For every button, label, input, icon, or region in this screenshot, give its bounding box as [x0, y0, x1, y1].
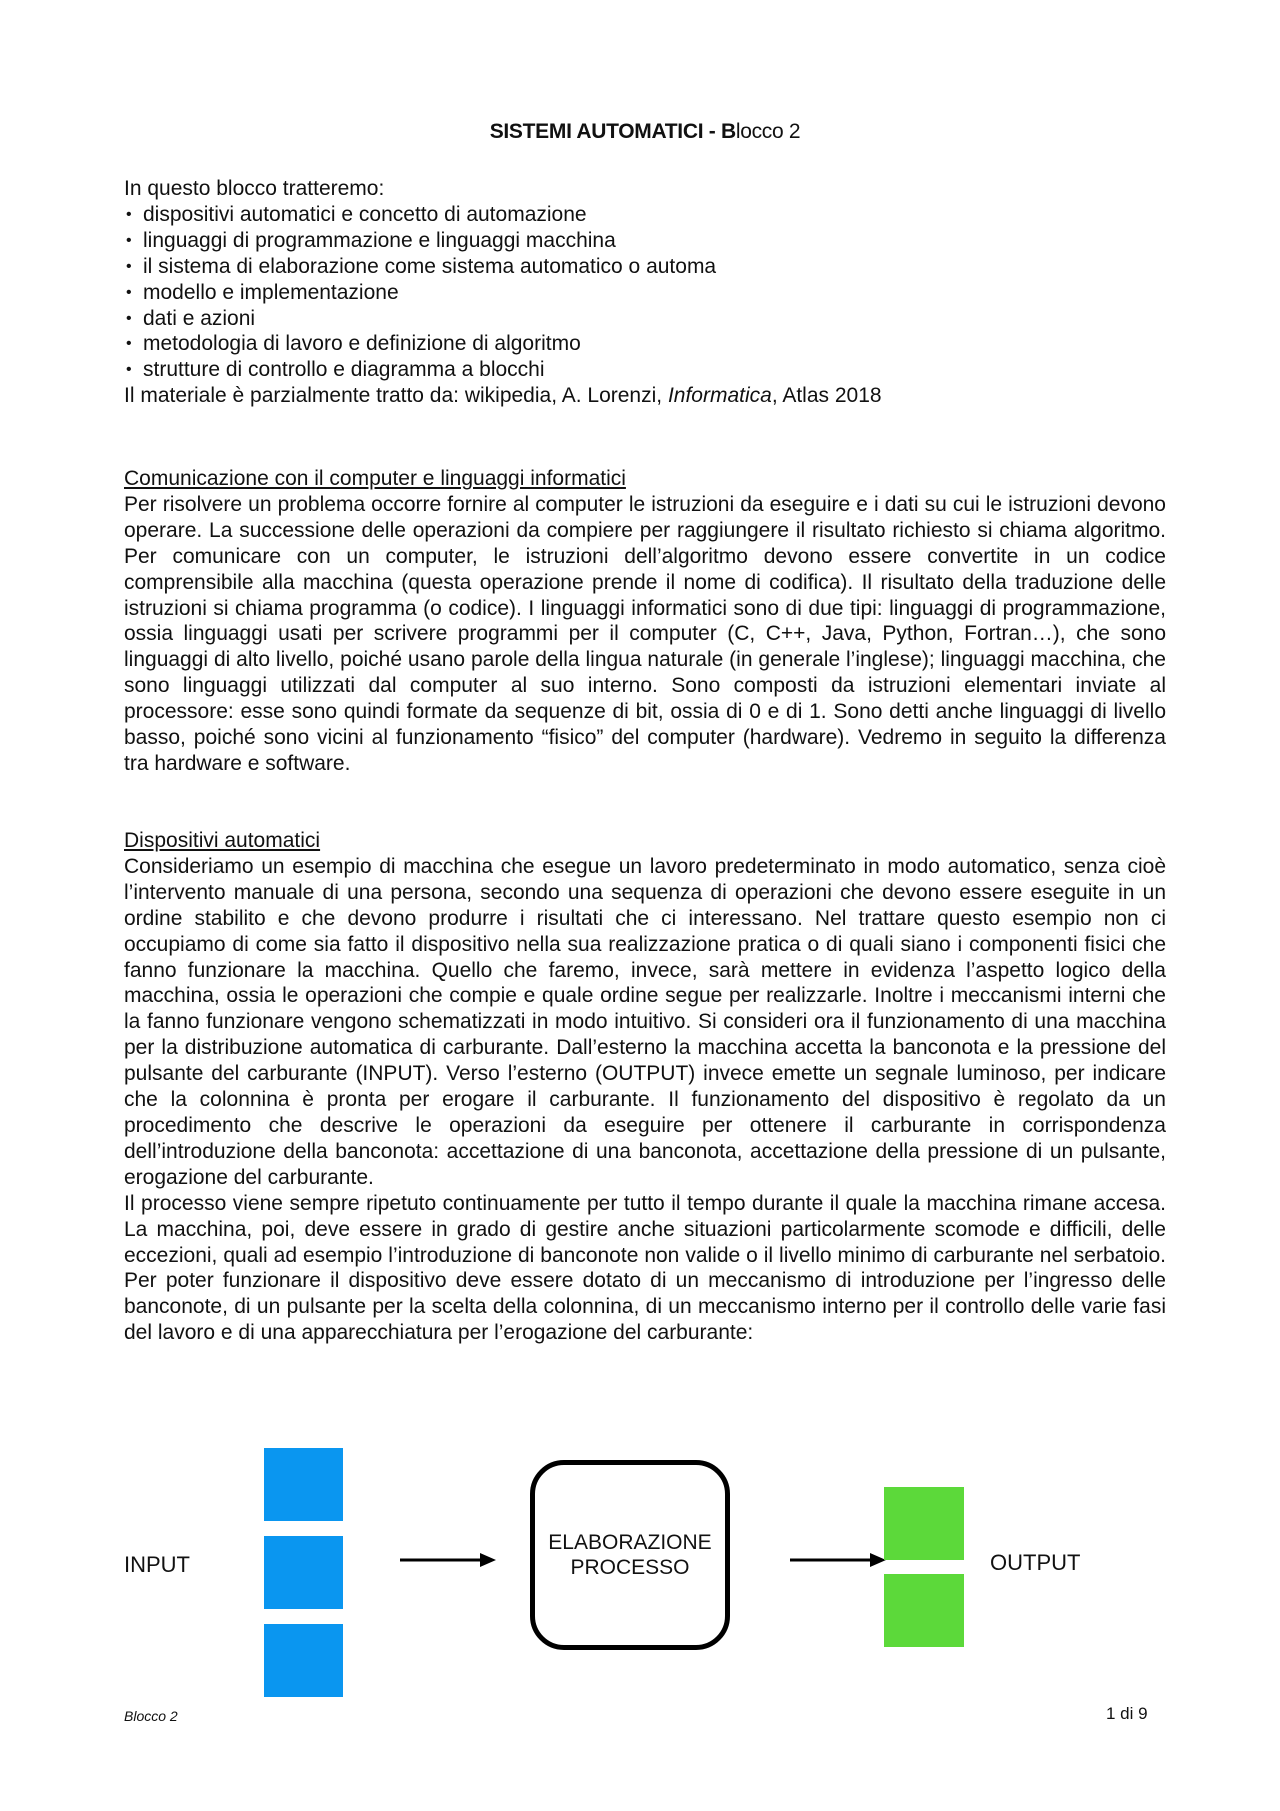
source-book: Informatica — [667, 384, 772, 408]
list-item: • il sistema di elaborazione come sistema automatico o automa — [124, 254, 1166, 280]
section-paragraph: Consideriamo un esempio di macchina che esegue un lavoro predeterminato in modo automatico, senza cioè l’intervento manuale di una persona, secondo una sequenza di operazioni che devono essere eseguite in un ordine stabilito e che devono produrre i risultati che ci interessano. Nel trattare questo esempio non ci occupiamo di come sia fatto il dispositivo nella sua realizzazione pratica o di quali siano i componenti fisici che fanno funzionare la macchina. Quello che faremo, invece, sarà mettere in evidenza l’aspetto logico della macchina, ossia le operazioni che compie e quale ordine segue per realizzarle. Inoltre i meccanismi interni che la fanno funzionare vengono schematizzati in modo intuitivo. Si consideri ora il funzionamento di una macchina per la distribuzione automatica di carburante. Dall’esterno la macchina accetta la banconota e la pressione del pulsante del carburante (INPUT). Verso l’esterno (OUTPUT) invece emette un segnale luminoso, per indicare che la colonnina è pronta per erogare il carburante. Il funzionamento del dispositivo è regolato da un procedimento che descrive le operazioni da eseguire per ottenere il carburante in corrispondenza dell’introduzione della banconota: accettazione di una banconota, accettazione della pressione di un pulsante, erogazione del carburante. — [124, 854, 1166, 1189]
input-label: INPUT — [124, 1552, 190, 1577]
footer-block-name: Blocco 2 — [124, 1708, 178, 1724]
section-paragraph: Per risolvere un problema occorre fornire al computer le istruzioni da eseguire e i dati su cui le istruzioni devono operare. La successione delle operazioni da compiere per raggiungere il risultato richiesto si chiama algoritmo. Per comunicare con un computer, le istruzioni dell’algoritmo devono essere convertite in un codice comprensibile alla macchina (questa operazione prende il nome di codifica). Il risultato della traduzione delle istruzioni si chiama programma (o codice). I linguaggi informatici sono di due tipi: linguaggi di programmazione, ossia linguaggi usati per scrivere programmi per il computer (C, C++, Java, Python, Fortran…), che sono linguaggi di alto livello, poiché usano parole della lingua naturale (in generale l’inglese); linguaggi macchina, che sono linguaggi utilizzati dal computer al suo interno. Sono composti da istruzioni elementari inviate al processore: esse sono quindi formate da sequenze di bit, ossia di 0 e di 1. Sono detti anche linguaggi di livello basso, poiché sono vicini al funzionamento “fisico” del computer (hardware). Vedremo in seguito la differenza tra hardware e software. — [124, 492, 1166, 775]
source-note — [124, 383, 1166, 409]
output-block — [884, 1574, 964, 1647]
process-line1: ELABORAZIONE — [548, 1531, 712, 1554]
list-item: • metodologia di lavoro e definizione di algoritmo — [124, 331, 1166, 357]
arrow-right-icon — [790, 1548, 890, 1572]
output-label: OUTPUT — [990, 1550, 1081, 1575]
arrow-right-icon — [400, 1548, 500, 1572]
input-block — [264, 1536, 343, 1609]
title-light: locco 2 — [735, 120, 801, 143]
section-paragraph: Il processo viene sempre ripetuto continuamente per tutto il tempo durante il quale la macchina rimane accesa. La macchina, poi, deve essere in grado di gestire anche situazioni particolarmente scomode e difficili, delle eccezioni, quali ad esempio l’introduzione di banconote non valide o il livello minimo di carburante nel serbatoio. Per poter funzionare il dispositivo deve essere dotato di un meccanismo di introduzione per l’ingresso delle banconote, di un pulsante per la scelta della colonnina, di un meccanismo interno per il controllo delle varie fasi del lavoro e di una apparecchiatura per l’erogazione del carburante: — [124, 1191, 1166, 1345]
title-bold: SISTEMI AUTOMATICI - B — [489, 120, 736, 143]
intro-block — [124, 176, 1166, 409]
section-devices — [124, 828, 1166, 1346]
intro-lead: In questo blocco tratteremo: — [124, 177, 385, 200]
section-communication — [124, 466, 1166, 777]
process-line2: PROCESSO — [570, 1556, 690, 1579]
process-box — [530, 1460, 730, 1650]
section-heading: Comunicazione con il computer e linguaggi informatici — [124, 467, 626, 490]
page-title — [124, 120, 1166, 144]
io-diagram — [0, 1440, 1280, 1680]
input-block — [264, 1624, 343, 1697]
list-item: • modello e implementazione — [124, 280, 1166, 306]
source-prefix: Il materiale è parzialmente tratto da: wikipedia, A. Lorenzi, — [124, 384, 668, 408]
page-number: 1 di 9 — [1106, 1704, 1148, 1723]
list-item: • strutture di controllo e diagramma a blocchi — [124, 357, 1166, 383]
output-block — [884, 1487, 964, 1560]
list-item: • linguaggi di programmazione e linguaggi macchina — [124, 228, 1166, 254]
section-heading: Dispositivi automatici — [124, 829, 321, 852]
topic-list — [124, 202, 1166, 383]
input-block — [264, 1448, 343, 1521]
list-item: • dispositivi automatici e concetto di automazione — [124, 202, 1166, 228]
list-item: • dati e azioni — [124, 306, 1166, 332]
source-suffix: , Atlas 2018 — [771, 384, 882, 408]
